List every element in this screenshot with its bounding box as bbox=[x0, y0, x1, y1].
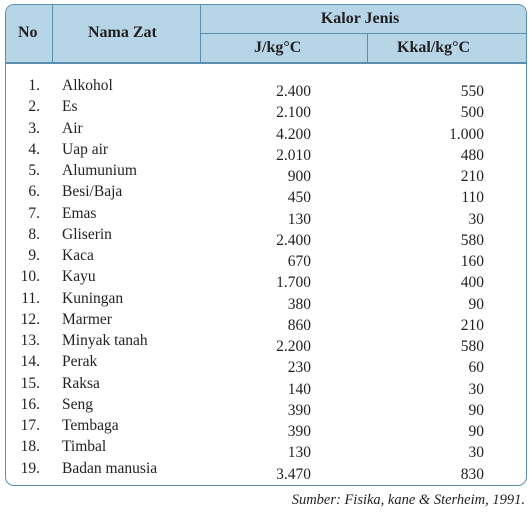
value-kkal: 30 bbox=[468, 444, 484, 462]
value-joule: 140 bbox=[287, 380, 311, 398]
value-kkal: 90 bbox=[468, 295, 484, 313]
row-number: 11. bbox=[21, 289, 40, 307]
table-row bbox=[6, 77, 526, 98]
value-joule: 1.700 bbox=[276, 274, 311, 292]
value-joule: 390 bbox=[287, 423, 311, 440]
table-row bbox=[6, 268, 526, 292]
value-joule: 900 bbox=[287, 168, 311, 185]
value-joule: 3.470 bbox=[276, 465, 311, 483]
substance-name: Minyak tanah bbox=[62, 332, 148, 349]
substance-name: Kayu bbox=[62, 268, 96, 286]
table-row bbox=[6, 183, 526, 207]
row-number: 12. bbox=[20, 310, 40, 328]
substance-name: Alumunium bbox=[62, 162, 137, 179]
value-joule: 4.200 bbox=[276, 125, 311, 143]
value-joule: 2.400 bbox=[276, 83, 311, 100]
row-number: 19. bbox=[20, 459, 40, 477]
value-joule: 670 bbox=[287, 253, 311, 270]
value-kkal: 400 bbox=[460, 274, 484, 292]
header-no: No bbox=[18, 24, 38, 41]
header-divider bbox=[6, 62, 526, 64]
value-kkal: 830 bbox=[460, 465, 484, 483]
value-kkal: 110 bbox=[461, 189, 484, 207]
table-row bbox=[6, 311, 526, 332]
value-joule: 2.200 bbox=[276, 338, 311, 355]
value-joule: 450 bbox=[287, 189, 311, 207]
substance-name: Es bbox=[62, 98, 78, 116]
header-unit-joule: J/kg°C bbox=[254, 39, 302, 56]
row-number: 4. bbox=[28, 140, 40, 158]
table-row bbox=[6, 332, 526, 353]
table-row bbox=[6, 247, 526, 268]
row-number: 3. bbox=[28, 119, 40, 137]
table-row bbox=[6, 141, 526, 162]
value-kkal: 580 bbox=[460, 231, 484, 249]
row-number: 18. bbox=[20, 438, 40, 456]
table-row bbox=[6, 98, 526, 122]
table-row bbox=[6, 290, 526, 311]
value-kkal: 30 bbox=[468, 210, 484, 228]
row-number: 6. bbox=[28, 183, 40, 201]
substance-name: Badan manusia bbox=[62, 459, 158, 477]
substance-name: Marmer bbox=[62, 310, 112, 328]
table-row bbox=[6, 375, 526, 396]
row-number: 10. bbox=[20, 268, 40, 286]
kalor-jenis-divider bbox=[200, 33, 526, 34]
substance-name: Alkohol bbox=[62, 77, 113, 94]
substance-name: Kuningan bbox=[62, 289, 124, 307]
row-number: 13. bbox=[20, 332, 40, 349]
value-kkal: 210 bbox=[460, 168, 484, 185]
substance-name: Air bbox=[62, 119, 83, 137]
value-joule: 130 bbox=[287, 444, 311, 462]
row-number: 7. bbox=[28, 204, 40, 222]
row-number: 5. bbox=[28, 162, 40, 179]
substance-name: Timbal bbox=[62, 438, 107, 456]
table-row bbox=[6, 353, 526, 377]
substance-name: Besi/Baja bbox=[62, 183, 123, 201]
value-kkal: 30 bbox=[468, 380, 484, 398]
value-kkal: 550 bbox=[460, 83, 484, 100]
header-kalor-jenis: Kalor Jenis bbox=[320, 10, 400, 27]
row-number: 9. bbox=[28, 247, 40, 264]
table-row bbox=[6, 120, 526, 141]
value-joule: 860 bbox=[287, 316, 311, 334]
value-kkal: 210 bbox=[460, 316, 484, 334]
value-kkal: 160 bbox=[460, 253, 484, 270]
substance-name: Perak bbox=[62, 353, 98, 371]
header-nama-zat: Nama Zat bbox=[88, 24, 157, 41]
table-row bbox=[6, 460, 526, 481]
table-row bbox=[6, 226, 526, 247]
value-joule: 130 bbox=[287, 210, 311, 228]
table-body bbox=[6, 77, 526, 481]
value-joule: 2.100 bbox=[276, 104, 311, 122]
row-number: 8. bbox=[28, 225, 40, 243]
value-kkal: 480 bbox=[460, 146, 484, 164]
substance-name: Emas bbox=[62, 204, 97, 222]
row-number: 2. bbox=[28, 98, 40, 116]
row-number: 17. bbox=[20, 417, 40, 434]
value-kkal: 90 bbox=[468, 423, 484, 440]
row-number: 15. bbox=[20, 374, 40, 392]
header-unit-kkal: Kkal/kg°C bbox=[397, 39, 471, 56]
value-kkal: 90 bbox=[468, 401, 484, 419]
value-kkal: 500 bbox=[460, 104, 484, 122]
substance-name: Gliserin bbox=[62, 225, 112, 243]
value-joule: 2.400 bbox=[276, 231, 311, 249]
value-kkal: 1.000 bbox=[449, 125, 484, 143]
substance-name: Uap air bbox=[62, 140, 109, 158]
source-citation: Sumber: Fisika, kane & Sterheim, 1991. bbox=[291, 492, 525, 508]
table-row bbox=[6, 438, 526, 462]
substance-name: Tembaga bbox=[62, 417, 119, 434]
value-joule: 390 bbox=[287, 401, 311, 419]
value-joule: 230 bbox=[287, 359, 311, 377]
value-kkal: 60 bbox=[468, 359, 484, 377]
table-row bbox=[6, 417, 526, 438]
substance-name: Seng bbox=[62, 395, 93, 413]
substance-name: Kaca bbox=[62, 247, 94, 264]
value-kkal: 580 bbox=[460, 338, 484, 355]
table-row bbox=[6, 396, 526, 417]
column-divider-no bbox=[52, 5, 53, 62]
substance-name: Raksa bbox=[62, 374, 100, 392]
table-row bbox=[6, 162, 526, 183]
specific-heat-table bbox=[5, 4, 527, 486]
row-number: 14. bbox=[20, 353, 40, 371]
row-number: 16. bbox=[20, 395, 40, 413]
row-number: 1. bbox=[28, 77, 40, 94]
value-joule: 380 bbox=[287, 295, 311, 313]
table-row bbox=[6, 205, 526, 226]
column-divider-units bbox=[367, 33, 368, 62]
value-joule: 2.010 bbox=[276, 146, 311, 164]
